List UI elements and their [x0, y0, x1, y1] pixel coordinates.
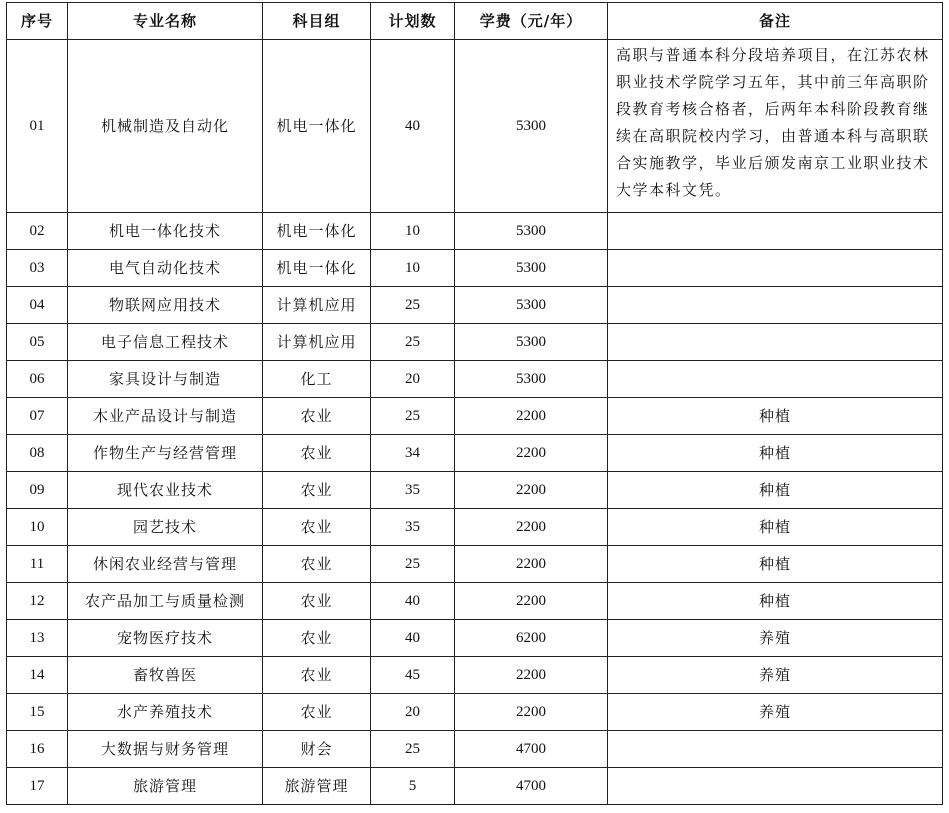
- table-row: [7, 250, 943, 287]
- cell-group: 农业: [263, 472, 371, 509]
- cell-note: 养殖: [608, 657, 943, 694]
- cell-fee: 5300: [455, 287, 608, 324]
- cell-group: 农业: [263, 435, 371, 472]
- cell-note: 高职与普通本科分段培养项目，在江苏农林职业技术学院学习五年，其中前三年高职阶段教育考核合格者，后两年本科阶段教育继续在高职院校内学习，由普通本科与高职联合实施教学，毕业后颁发南京工业职业技术大学本科文凭。: [608, 40, 943, 213]
- table-row: [7, 620, 943, 657]
- cell-seq: 07: [7, 398, 68, 435]
- cell-major: 大数据与财务管理: [68, 731, 263, 768]
- cell-fee: 2200: [455, 583, 608, 620]
- cell-note: [608, 768, 943, 805]
- cell-plan: 10: [371, 250, 455, 287]
- header-note: 备注: [608, 3, 943, 40]
- header-plan: 计划数: [371, 3, 455, 40]
- cell-major: 园艺技术: [68, 509, 263, 546]
- cell-seq: 05: [7, 324, 68, 361]
- cell-group: 农业: [263, 398, 371, 435]
- cell-group: 农业: [263, 583, 371, 620]
- cell-seq: 04: [7, 287, 68, 324]
- cell-plan: 40: [371, 40, 455, 213]
- cell-plan: 20: [371, 361, 455, 398]
- header-major: 专业名称: [68, 3, 263, 40]
- cell-seq: 15: [7, 694, 68, 731]
- header-group: 科目组: [263, 3, 371, 40]
- cell-major: 电子信息工程技术: [68, 324, 263, 361]
- cell-major: 电气自动化技术: [68, 250, 263, 287]
- header-seq: 序号: [7, 3, 68, 40]
- cell-seq: 14: [7, 657, 68, 694]
- cell-seq: 17: [7, 768, 68, 805]
- cell-group: 农业: [263, 509, 371, 546]
- cell-major: 水产养殖技术: [68, 694, 263, 731]
- cell-note: 养殖: [608, 620, 943, 657]
- cell-plan: 35: [371, 509, 455, 546]
- cell-group: 旅游管理: [263, 768, 371, 805]
- cell-note: 种植: [608, 509, 943, 546]
- cell-fee: 5300: [455, 250, 608, 287]
- cell-seq: 16: [7, 731, 68, 768]
- cell-seq: 08: [7, 435, 68, 472]
- cell-note: [608, 287, 943, 324]
- table-row: [7, 509, 943, 546]
- table-row: [7, 583, 943, 620]
- cell-major: 旅游管理: [68, 768, 263, 805]
- cell-major: 物联网应用技术: [68, 287, 263, 324]
- cell-group: 农业: [263, 657, 371, 694]
- cell-fee: 2200: [455, 657, 608, 694]
- table-row: [7, 768, 943, 805]
- cell-fee: 2200: [455, 509, 608, 546]
- cell-group: 机电一体化: [263, 250, 371, 287]
- cell-note: 养殖: [608, 694, 943, 731]
- table-row: [7, 40, 943, 213]
- cell-plan: 35: [371, 472, 455, 509]
- cell-note: 种植: [608, 398, 943, 435]
- cell-group: 农业: [263, 620, 371, 657]
- table-row: [7, 472, 943, 509]
- cell-group: 计算机应用: [263, 324, 371, 361]
- cropped-footer-text: [200, 808, 400, 813]
- table-row: [7, 657, 943, 694]
- table-row: [7, 213, 943, 250]
- cell-major: 农产品加工与质量检测: [68, 583, 263, 620]
- header-row: [7, 3, 943, 40]
- cell-fee: 2200: [455, 435, 608, 472]
- cell-plan: 45: [371, 657, 455, 694]
- cell-major: 机电一体化技术: [68, 213, 263, 250]
- cell-seq: 01: [7, 40, 68, 213]
- cell-group: 财会: [263, 731, 371, 768]
- cell-fee: 2200: [455, 694, 608, 731]
- cell-note: [608, 213, 943, 250]
- cell-plan: 40: [371, 583, 455, 620]
- cell-plan: 25: [371, 398, 455, 435]
- header-fee: 学费（元/年）: [455, 3, 608, 40]
- cell-plan: 25: [371, 324, 455, 361]
- cell-major: 休闲农业经营与管理: [68, 546, 263, 583]
- cell-fee: 2200: [455, 398, 608, 435]
- cell-note: 种植: [608, 435, 943, 472]
- cell-plan: 5: [371, 768, 455, 805]
- cell-note: [608, 250, 943, 287]
- cell-note: 种植: [608, 583, 943, 620]
- cell-group: 化工: [263, 361, 371, 398]
- cell-seq: 09: [7, 472, 68, 509]
- cell-major: 宠物医疗技术: [68, 620, 263, 657]
- cell-group: 计算机应用: [263, 287, 371, 324]
- cell-plan: 25: [371, 287, 455, 324]
- cell-fee: 5300: [455, 213, 608, 250]
- cell-note: [608, 731, 943, 768]
- cell-major: 家具设计与制造: [68, 361, 263, 398]
- cell-major: 现代农业技术: [68, 472, 263, 509]
- cell-fee: 5300: [455, 324, 608, 361]
- cell-note: [608, 361, 943, 398]
- cell-major: 畜牧兽医: [68, 657, 263, 694]
- cell-group: 农业: [263, 546, 371, 583]
- cell-note: 种植: [608, 546, 943, 583]
- table-row: [7, 435, 943, 472]
- table-row: [7, 731, 943, 768]
- cell-fee: 4700: [455, 768, 608, 805]
- cell-seq: 11: [7, 546, 68, 583]
- cell-seq: 12: [7, 583, 68, 620]
- cell-group: 农业: [263, 694, 371, 731]
- cell-plan: 34: [371, 435, 455, 472]
- table-body: [7, 40, 943, 805]
- cell-major: 木业产品设计与制造: [68, 398, 263, 435]
- cell-fee: 6200: [455, 620, 608, 657]
- cell-fee: 5300: [455, 40, 608, 213]
- cell-plan: 20: [371, 694, 455, 731]
- enrollment-table: [6, 2, 943, 805]
- cell-fee: 2200: [455, 472, 608, 509]
- cell-group: 机电一体化: [263, 40, 371, 213]
- cell-seq: 06: [7, 361, 68, 398]
- cell-seq: 13: [7, 620, 68, 657]
- table-row: [7, 324, 943, 361]
- cell-group: 机电一体化: [263, 213, 371, 250]
- cell-fee: 2200: [455, 546, 608, 583]
- cell-plan: 40: [371, 620, 455, 657]
- cell-fee: 5300: [455, 361, 608, 398]
- cell-seq: 10: [7, 509, 68, 546]
- table-row: [7, 398, 943, 435]
- cell-plan: 25: [371, 731, 455, 768]
- cell-note: 种植: [608, 472, 943, 509]
- cell-plan: 10: [371, 213, 455, 250]
- table-row: [7, 546, 943, 583]
- cell-fee: 4700: [455, 731, 608, 768]
- table-row: [7, 361, 943, 398]
- table-row: [7, 287, 943, 324]
- cell-note: [608, 324, 943, 361]
- table-row: [7, 694, 943, 731]
- cell-seq: 03: [7, 250, 68, 287]
- cell-major: 作物生产与经营管理: [68, 435, 263, 472]
- cell-plan: 25: [371, 546, 455, 583]
- cell-major: 机械制造及自动化: [68, 40, 263, 213]
- cell-seq: 02: [7, 213, 68, 250]
